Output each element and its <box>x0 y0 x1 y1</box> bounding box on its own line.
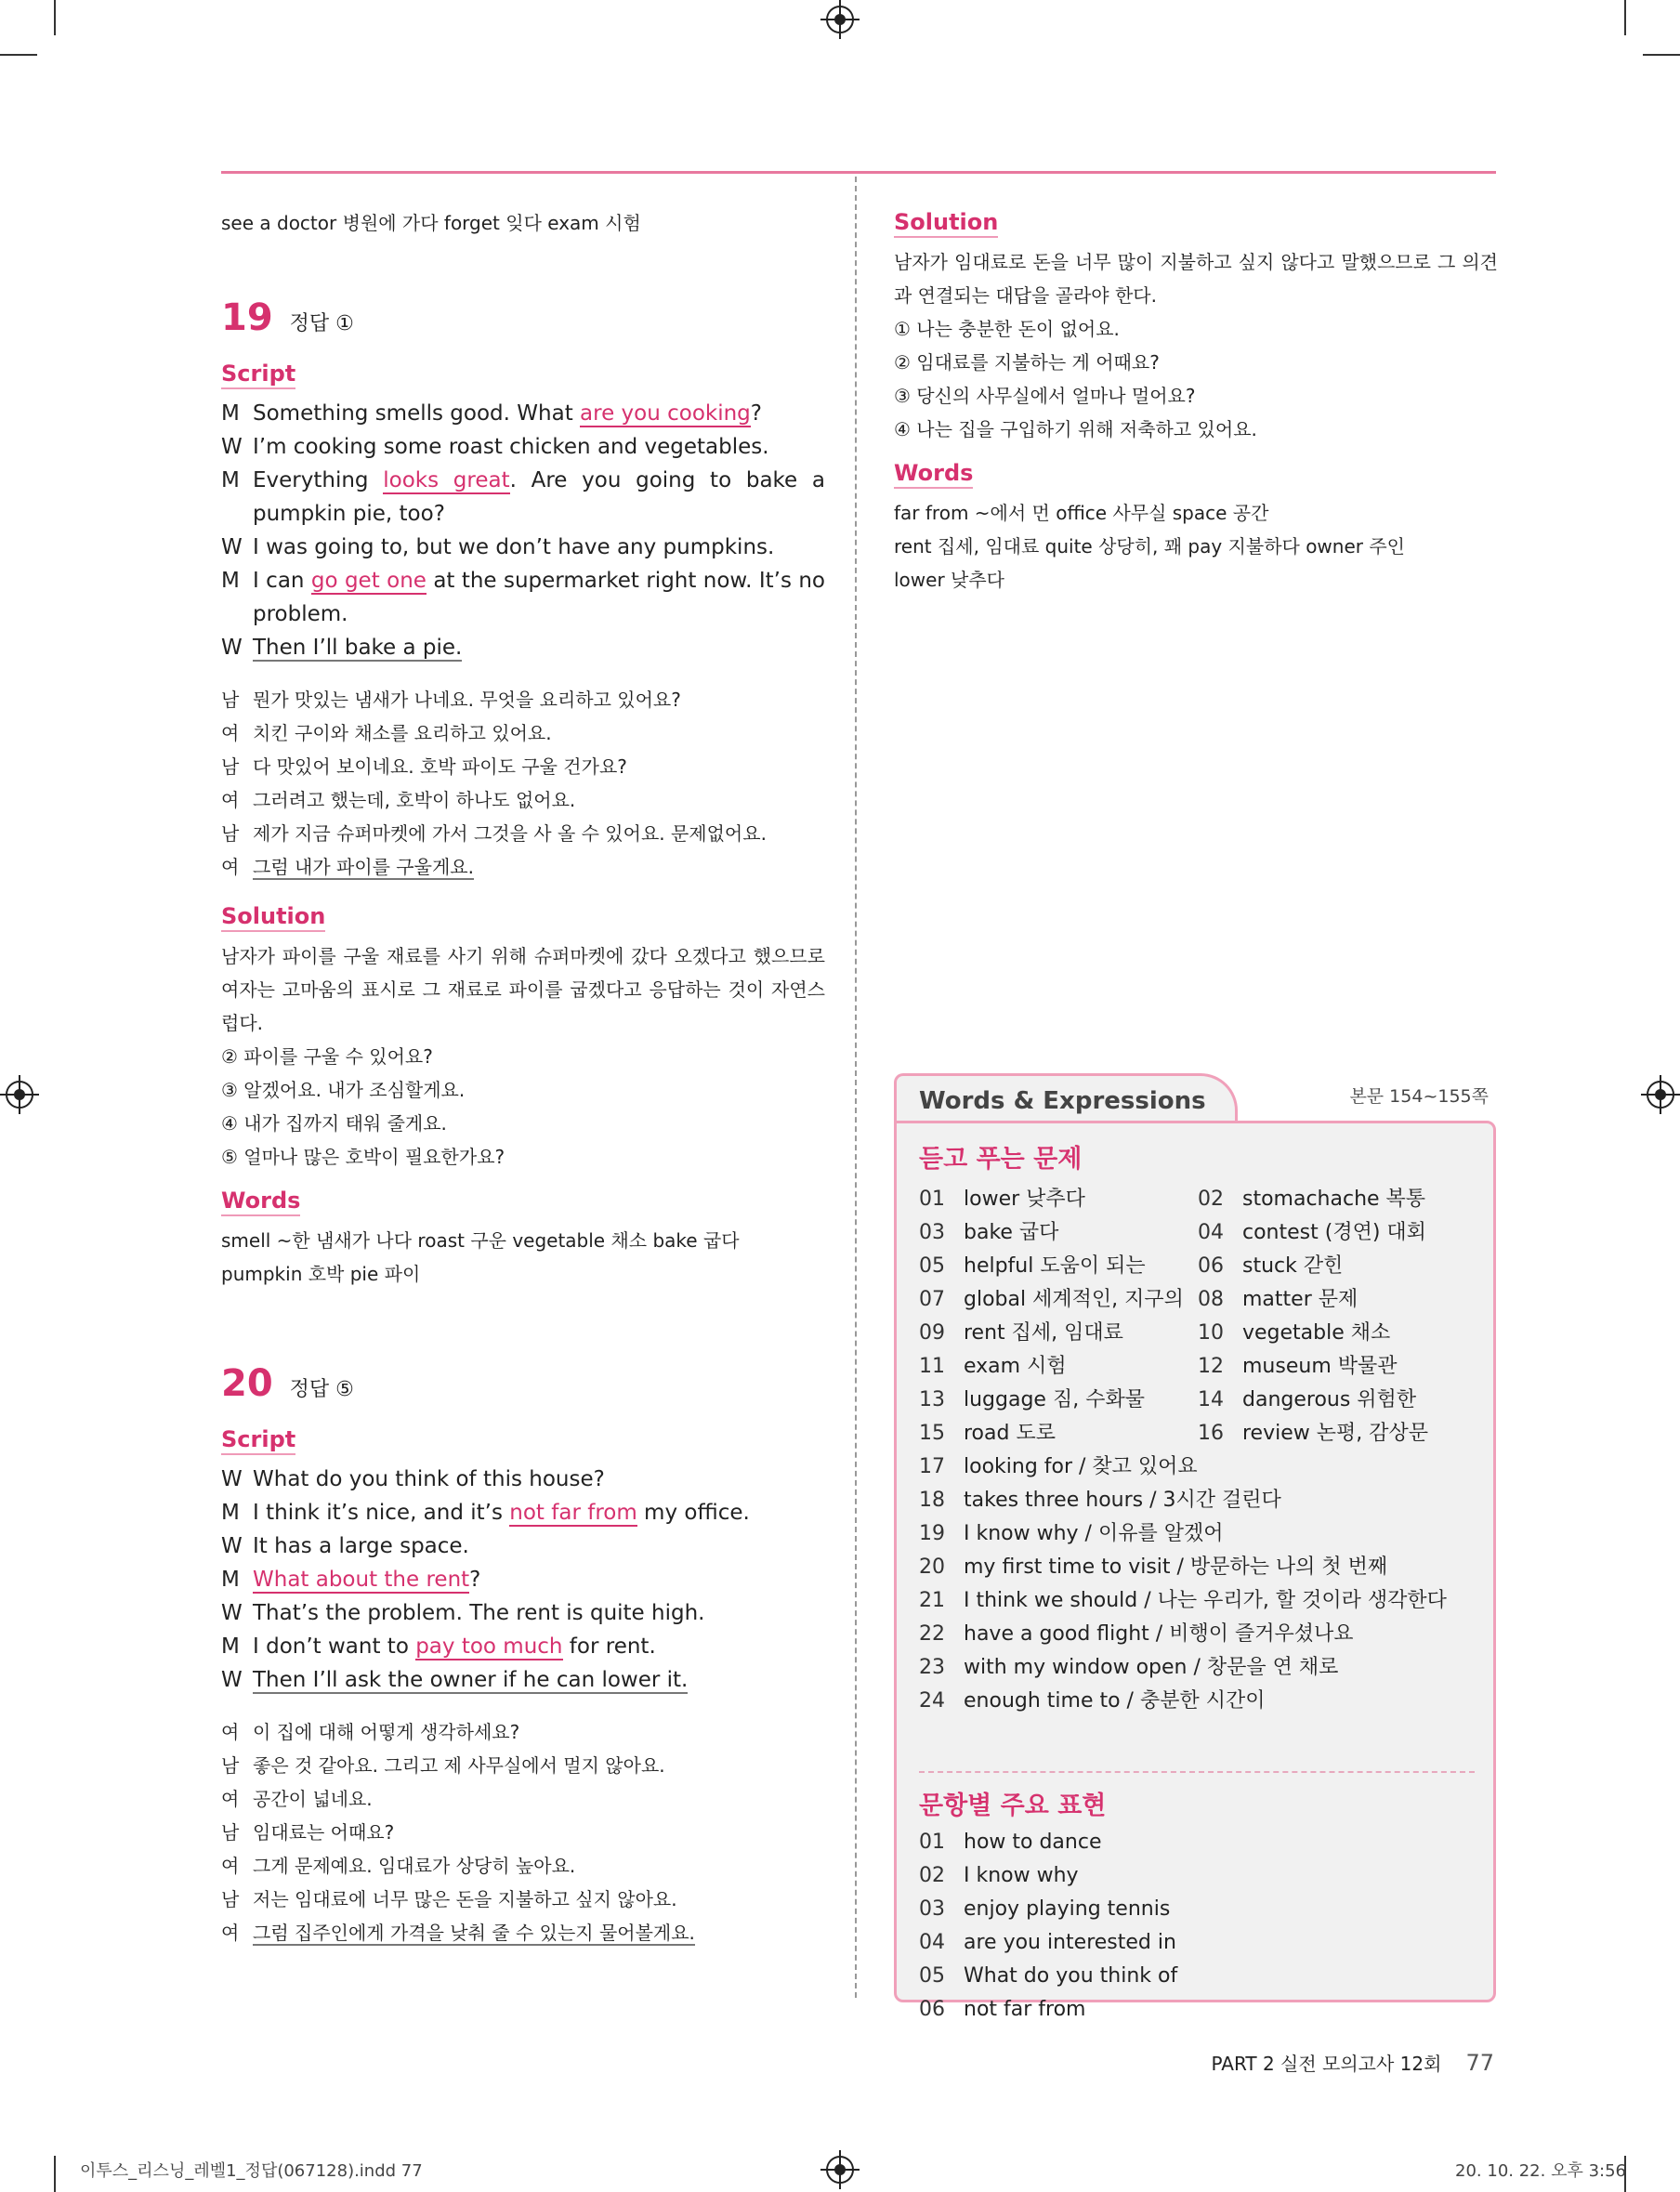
item-number: 04 <box>1198 1221 1224 1244</box>
question-number: 20 <box>221 1362 273 1405</box>
translation-line <box>221 1749 825 1782</box>
item-text: review 논평, 감상문 <box>1242 1422 1428 1445</box>
item-number: 10 <box>1198 1321 1224 1345</box>
script-line <box>221 531 825 564</box>
script-fragment: Then I’ll bake a pie. <box>253 636 463 660</box>
item-number: 11 <box>919 1355 945 1378</box>
option-item: ① 나는 충분한 돈이 없어요. <box>894 318 1120 340</box>
script-line <box>221 564 825 631</box>
translation-fragment: 다 맛있어 보이네요. 호박 파이도 구울 건가요? <box>253 755 627 778</box>
item-number: 24 <box>919 1689 945 1713</box>
vocab-row <box>919 1484 1447 1517</box>
highlighted-phrase: What about the rent <box>253 1568 470 1592</box>
item-text: I know why <box>964 1864 1079 1887</box>
registration-mark-icon <box>826 6 854 33</box>
speaker-label: M <box>221 569 240 593</box>
script-fragment: I don’t want to <box>253 1634 416 1659</box>
vocab-row <box>919 1317 1447 1350</box>
word-line: pumpkin 호박 pie 파이 <box>221 1263 421 1285</box>
top-rule <box>221 171 1496 174</box>
item-number: 23 <box>919 1656 945 1679</box>
translation-line <box>221 716 825 750</box>
item-text: What do you think of <box>964 1964 1178 1988</box>
speaker-label: 남 <box>221 822 240 845</box>
vocab-row <box>919 1283 1447 1317</box>
script-fragment: . Are you going to bake a pumpkin pie, too? <box>253 468 825 526</box>
item-number: 21 <box>919 1589 945 1612</box>
item-number: 01 <box>919 1831 945 1854</box>
speaker-label: 여 <box>221 856 240 878</box>
script-line <box>221 1596 825 1630</box>
vocab-entry <box>919 1250 1198 1283</box>
vocab-row <box>919 1618 1447 1651</box>
translation-text <box>253 1849 825 1883</box>
item-number: 14 <box>1198 1388 1224 1411</box>
solution-text: 남자가 파이를 구울 재료를 사기 위해 슈퍼마켓에 갔다 오겠다고 했으므로 여자는 고마움의 표시로 그 재료로 파이를 굽겠다고 응답하는 것이 자연스럽다. <box>221 945 825 1034</box>
speaker-label: M <box>221 468 240 492</box>
korean-translation <box>221 683 825 884</box>
script-text <box>253 1529 825 1563</box>
file-slug: 이투스_리스닝_레벨1_정답(067128).indd 77 <box>80 2161 423 2181</box>
translation-line <box>221 1883 825 1916</box>
script-line <box>221 1496 825 1529</box>
speaker-label: 남 <box>221 689 240 711</box>
vocab-entry <box>1198 1384 1416 1417</box>
highlighted-phrase: go get one <box>310 569 427 593</box>
solution-label: Solution <box>221 902 325 932</box>
page-number: 77 <box>1465 2050 1494 2076</box>
speaker-label: 여 <box>221 1855 240 1877</box>
item-number: 02 <box>1198 1188 1224 1211</box>
item-text: luggage 짐, 수화물 <box>964 1388 1145 1411</box>
item-number: 04 <box>919 1931 945 1954</box>
item-text: contest (경연) 대회 <box>1242 1221 1426 1244</box>
vocab-row <box>919 1651 1447 1685</box>
vocab-row <box>919 1685 1447 1718</box>
item-text: I know why / 이유를 알겠어 <box>964 1522 1224 1545</box>
question-number: 19 <box>221 296 273 339</box>
translation-fragment: 저는 임대료에 너무 많은 돈을 지불하고 싶지 않아요. <box>253 1888 677 1910</box>
item-text: rent 집세, 임대료 <box>964 1321 1123 1345</box>
words-label: Words <box>894 459 973 489</box>
section-heading: 듣고 푸는 문제 <box>919 1145 1083 1174</box>
script-fragment: at the supermarket right now. It’s no problem. <box>253 569 825 626</box>
translation-fragment: 그럼 집주인에게 가격을 낮춰 줄 수 있는지 물어볼게요. <box>253 1922 695 1944</box>
item-number: 17 <box>919 1455 945 1478</box>
script-text <box>253 1596 825 1630</box>
item-text: with my window open / 창문을 연 채로 <box>964 1656 1339 1679</box>
vocab-entry <box>1198 1250 1343 1283</box>
item-number: 07 <box>919 1288 945 1311</box>
script-text <box>253 464 825 531</box>
registration-mark-icon <box>1647 1081 1674 1109</box>
speaker-label: 여 <box>221 1922 240 1944</box>
translation-fragment: 그럼 내가 파이를 구울게요. <box>253 856 474 878</box>
expression-row <box>919 1826 1177 1859</box>
script-text <box>253 1463 825 1496</box>
vocab-row <box>919 1183 1447 1216</box>
script-text <box>253 430 825 464</box>
item-text: museum 박물관 <box>1242 1355 1398 1378</box>
vocab-entry <box>1198 1317 1390 1350</box>
option-item: ③ 알겠어요. 내가 조심할게요. <box>221 1079 466 1101</box>
script-fragment: my office. <box>637 1501 750 1525</box>
item-text: enough time to / 충분한 시간이 <box>964 1689 1266 1713</box>
translation-text <box>253 750 825 783</box>
translation-line <box>221 817 825 850</box>
item-text: dangerous 위험한 <box>1242 1388 1417 1411</box>
script-fragment: It has a large space. <box>253 1534 469 1558</box>
translation-line <box>221 1849 825 1883</box>
translation-text <box>253 1816 825 1849</box>
speaker-label: W <box>221 1467 243 1491</box>
script-text <box>253 1496 825 1529</box>
word-line: far from ~에서 먼 office 사무실 space 공간 <box>894 502 1269 524</box>
script-fragment: That’s the problem. The rent is quite high. <box>253 1601 705 1625</box>
script-line <box>221 1663 825 1697</box>
vocab-entry <box>1198 1283 1358 1317</box>
vocab-row <box>919 1216 1447 1250</box>
option-item: ② 파이를 구울 수 있어요? <box>221 1045 433 1068</box>
speaker-label: M <box>221 401 240 426</box>
vocab-entry <box>1198 1350 1398 1384</box>
script-line <box>221 1563 825 1596</box>
item-number: 13 <box>919 1388 945 1411</box>
translation-fragment: 임대료는 어때요? <box>253 1821 395 1844</box>
item-number: 03 <box>919 1221 945 1244</box>
expression-row <box>919 1926 1177 1960</box>
script-text <box>253 1663 825 1697</box>
speaker-label: 남 <box>221 1888 240 1910</box>
item-text: helpful 도움이 되는 <box>964 1254 1146 1278</box>
question-20-header <box>221 1363 825 1407</box>
translation-text <box>253 850 825 884</box>
translation-text <box>253 683 825 716</box>
script-label: Script <box>221 1425 295 1455</box>
translation-fragment: 이 집에 대해 어떻게 생각하세요? <box>253 1721 520 1743</box>
vocab-row <box>919 1551 1447 1584</box>
translation-fragment: 뭔가 맛있는 냄새가 나네요. 무엇을 요리하고 있어요? <box>253 689 681 711</box>
speaker-label: W <box>221 435 243 459</box>
item-text: have a good flight / 비행이 즐거우셨나요 <box>964 1622 1354 1646</box>
words-list <box>894 496 1498 597</box>
vocab-list <box>919 1183 1447 1718</box>
item-text: I think we should / 나는 우리가, 할 것이라 생각한다 <box>964 1589 1447 1612</box>
item-text: bake 굽다 <box>964 1221 1059 1244</box>
script-line <box>221 631 825 664</box>
speaker-label: W <box>221 1668 243 1692</box>
left-column <box>221 206 825 1949</box>
speaker-label: 남 <box>221 1754 240 1777</box>
section-divider <box>919 1771 1475 1773</box>
script-text <box>253 631 825 664</box>
vocab-row <box>919 1584 1447 1618</box>
script-text <box>253 1630 825 1663</box>
speaker-label: W <box>221 1601 243 1625</box>
vocab-entry <box>919 1183 1198 1216</box>
highlighted-phrase: pay too much <box>415 1634 563 1659</box>
vocab-row <box>919 1250 1447 1283</box>
item-number: 19 <box>919 1522 945 1545</box>
translation-line <box>221 783 825 817</box>
translation-line <box>221 1816 825 1849</box>
vocab-entry <box>919 1417 1198 1450</box>
expression-row <box>919 1893 1177 1926</box>
speaker-label: 여 <box>221 789 240 811</box>
translation-fragment: 공간이 넓네요. <box>253 1788 373 1810</box>
box-title: Words & Expressions <box>919 1087 1206 1115</box>
script-fragment: I was going to, but we don’t have any pumpkins. <box>253 535 775 559</box>
translation-line <box>221 1916 825 1949</box>
translation-fragment: 치킨 구이와 채소를 요리하고 있어요. <box>253 722 552 744</box>
option-item: ④ 내가 집까지 태워 줄게요. <box>221 1112 447 1135</box>
script-line <box>221 464 825 531</box>
item-text: takes three hours / 3시간 걸린다 <box>964 1489 1281 1512</box>
script-line <box>221 430 825 464</box>
item-text: global 세계적인, 지구의 <box>964 1288 1184 1311</box>
registration-mark-icon <box>6 1081 33 1109</box>
translation-text <box>253 1916 825 1949</box>
translation-text <box>253 716 825 750</box>
option-item: ④ 나는 집을 구입하기 위해 저축하고 있어요. <box>894 418 1257 440</box>
korean-translation <box>221 1715 825 1949</box>
vocab-row <box>919 1350 1447 1384</box>
speaker-label: W <box>221 1534 243 1558</box>
item-text: looking for / 찾고 있어요 <box>964 1455 1198 1478</box>
word-line: lower 낮추다 <box>894 569 1004 591</box>
script-fragment: What do you think of this house? <box>253 1467 605 1491</box>
translation-fragment: 그러려고 했는데, 호박이 하나도 없어요. <box>253 789 576 811</box>
translation-fragment: 제가 지금 슈퍼마켓에 가서 그것을 사 올 수 있어요. 문제없어요. <box>253 822 767 845</box>
translation-line <box>221 750 825 783</box>
item-number: 06 <box>1198 1254 1224 1278</box>
translation-line <box>221 1782 825 1816</box>
script-fragment: I can <box>253 569 311 593</box>
item-number: 16 <box>1198 1422 1224 1445</box>
speaker-label: 남 <box>221 1821 240 1844</box>
column-divider <box>855 177 857 1998</box>
script-fragment: Everything <box>253 468 384 492</box>
vocab-entry <box>919 1384 1198 1417</box>
item-text: how to dance <box>964 1831 1102 1854</box>
script-fragment: ? <box>469 1568 481 1592</box>
script-fragment: for rent. <box>562 1634 656 1659</box>
speaker-label: 여 <box>221 1788 240 1810</box>
item-number: 03 <box>919 1897 945 1921</box>
script-line <box>221 1529 825 1563</box>
item-text: my first time to visit / 방문하는 나의 첫 번째 <box>964 1555 1388 1579</box>
item-text: not far from <box>964 1998 1086 2021</box>
vocab-row <box>919 1450 1447 1484</box>
highlighted-phrase: not far from <box>509 1501 637 1525</box>
script-text <box>253 1563 825 1596</box>
word-line: smell ~한 냄새가 나다 roast 구운 vegetable 채소 bake 굽다 <box>221 1229 740 1252</box>
item-number: 05 <box>919 1964 945 1988</box>
translation-text <box>253 1715 825 1749</box>
script-fragment: ? <box>750 401 763 426</box>
script-line <box>221 1463 825 1496</box>
vocab-entry <box>919 1317 1198 1350</box>
translation-fragment: 그게 문제예요. 임대료가 상당히 높아요. <box>253 1855 576 1877</box>
script-fragment: I’m cooking some roast chicken and vegetables. <box>253 435 769 459</box>
translation-line <box>221 850 825 884</box>
speaker-label: M <box>221 1634 240 1659</box>
script-line <box>221 1630 825 1663</box>
script-text <box>253 564 825 631</box>
script-text <box>253 397 825 430</box>
vocab-entry <box>1198 1183 1425 1216</box>
speaker-label: M <box>221 1568 240 1592</box>
translation-text <box>253 783 825 817</box>
translation-text <box>253 1782 825 1816</box>
expression-row <box>919 1960 1177 1993</box>
option-item: ② 임대료를 지불하는 게 어때요? <box>894 351 1160 374</box>
script-dialogue <box>221 1463 825 1697</box>
options-list <box>221 1040 825 1174</box>
vocab-entry <box>919 1350 1198 1384</box>
answer-label: 정답 ① <box>289 312 354 335</box>
vocab-row <box>919 1384 1447 1417</box>
item-number: 15 <box>919 1422 945 1445</box>
script-fragment: I think it’s nice, and it’s <box>253 1501 510 1525</box>
box-tab <box>894 1073 1238 1123</box>
solution-text: 남자가 임대료로 돈을 너무 많이 지불하고 싶지 않다고 말했으므로 그 의견과 연결되는 대답을 골라야 한다. <box>894 251 1498 307</box>
speaker-label: 남 <box>221 755 240 778</box>
expression-row <box>919 1993 1177 2027</box>
item-number: 22 <box>919 1622 945 1646</box>
script-fragment: Something smells good. What <box>253 401 581 426</box>
section-heading: 문항별 주요 표현 <box>919 1792 1107 1820</box>
print-timestamp: 20. 10. 22. 오후 3:56 <box>1455 2161 1626 2181</box>
options-list <box>894 312 1498 446</box>
speaker-label: W <box>221 636 243 660</box>
item-number: 08 <box>1198 1288 1224 1311</box>
page-footer <box>1211 2049 1494 2076</box>
translation-fragment: 좋은 것 같아요. 그리고 제 사무실에서 멀지 않아요. <box>253 1754 665 1777</box>
item-text: enjoy playing tennis <box>964 1897 1171 1921</box>
script-line <box>221 397 825 430</box>
part-label: PART 2 실전 모의고사 12회 <box>1211 2053 1442 2075</box>
translation-text <box>253 1749 825 1782</box>
item-text: vegetable 채소 <box>1242 1321 1391 1345</box>
script-dialogue <box>221 397 825 664</box>
vocab-entry <box>919 1216 1198 1250</box>
translation-text <box>253 1883 825 1916</box>
words-list <box>221 1224 825 1291</box>
item-number: 06 <box>919 1998 945 2021</box>
speaker-label: 여 <box>221 722 240 744</box>
item-number: 01 <box>919 1188 945 1211</box>
item-text: road 도로 <box>964 1422 1056 1445</box>
option-item: ③ 당신의 사무실에서 얼마나 멀어요? <box>894 385 1196 407</box>
words-label: Words <box>221 1187 300 1216</box>
expression-list <box>919 1826 1177 2027</box>
vocab-row <box>919 1417 1447 1450</box>
crop-mark <box>54 0 56 35</box>
item-number: 09 <box>919 1321 945 1345</box>
page-reference: 본문 154~155쪽 <box>1349 1086 1489 1107</box>
translation-line <box>221 1715 825 1749</box>
script-text <box>253 531 825 564</box>
item-text: lower 낮추다 <box>964 1188 1085 1211</box>
item-text: stomachache 복통 <box>1242 1188 1426 1211</box>
highlighted-phrase: are you cooking <box>580 401 751 426</box>
crop-mark <box>0 54 37 56</box>
item-number: 02 <box>919 1864 945 1887</box>
item-number: 12 <box>1198 1355 1224 1378</box>
highlighted-phrase: looks great <box>383 468 510 492</box>
header-words: see a doctor 병원에 가다 forget 잊다 exam 시험 <box>221 212 641 234</box>
script-label: Script <box>221 360 295 389</box>
item-number: 05 <box>919 1254 945 1278</box>
script-fragment: Then I’ll ask the owner if he can lower it. <box>253 1668 689 1692</box>
crop-mark <box>54 2156 56 2192</box>
translation-text <box>253 817 825 850</box>
words-expressions-box <box>894 1073 1496 2021</box>
vocab-entry <box>919 1283 1198 1317</box>
crop-mark <box>1624 0 1626 35</box>
vocab-entry <box>1198 1417 1428 1450</box>
expression-row <box>919 1859 1177 1893</box>
speaker-label: W <box>221 535 243 559</box>
question-19-header <box>221 297 825 341</box>
registration-mark-icon <box>826 2156 854 2184</box>
answer-label: 정답 ⑤ <box>289 1378 354 1401</box>
crop-mark <box>1643 54 1680 56</box>
solution-label: Solution <box>894 208 998 238</box>
vocab-entry <box>1198 1216 1426 1250</box>
vocab-row <box>919 1517 1447 1551</box>
item-text: exam 시험 <box>964 1355 1067 1378</box>
option-item: ⑤ 얼마나 많은 호박이 필요한가요? <box>221 1146 505 1168</box>
item-text: stuck 갇힌 <box>1242 1254 1344 1278</box>
box-body <box>894 1121 1496 2021</box>
item-number: 20 <box>919 1555 945 1579</box>
word-line: rent 집세, 임대료 quite 상당히, 꽤 pay 지불하다 owner 주인 <box>894 535 1405 558</box>
speaker-label: 여 <box>221 1721 240 1743</box>
item-text: matter 문제 <box>1242 1288 1358 1311</box>
translation-line <box>221 683 825 716</box>
speaker-label: M <box>221 1501 240 1525</box>
item-text: are you interested in <box>964 1931 1176 1954</box>
item-number: 18 <box>919 1489 945 1512</box>
right-column <box>894 206 1498 597</box>
